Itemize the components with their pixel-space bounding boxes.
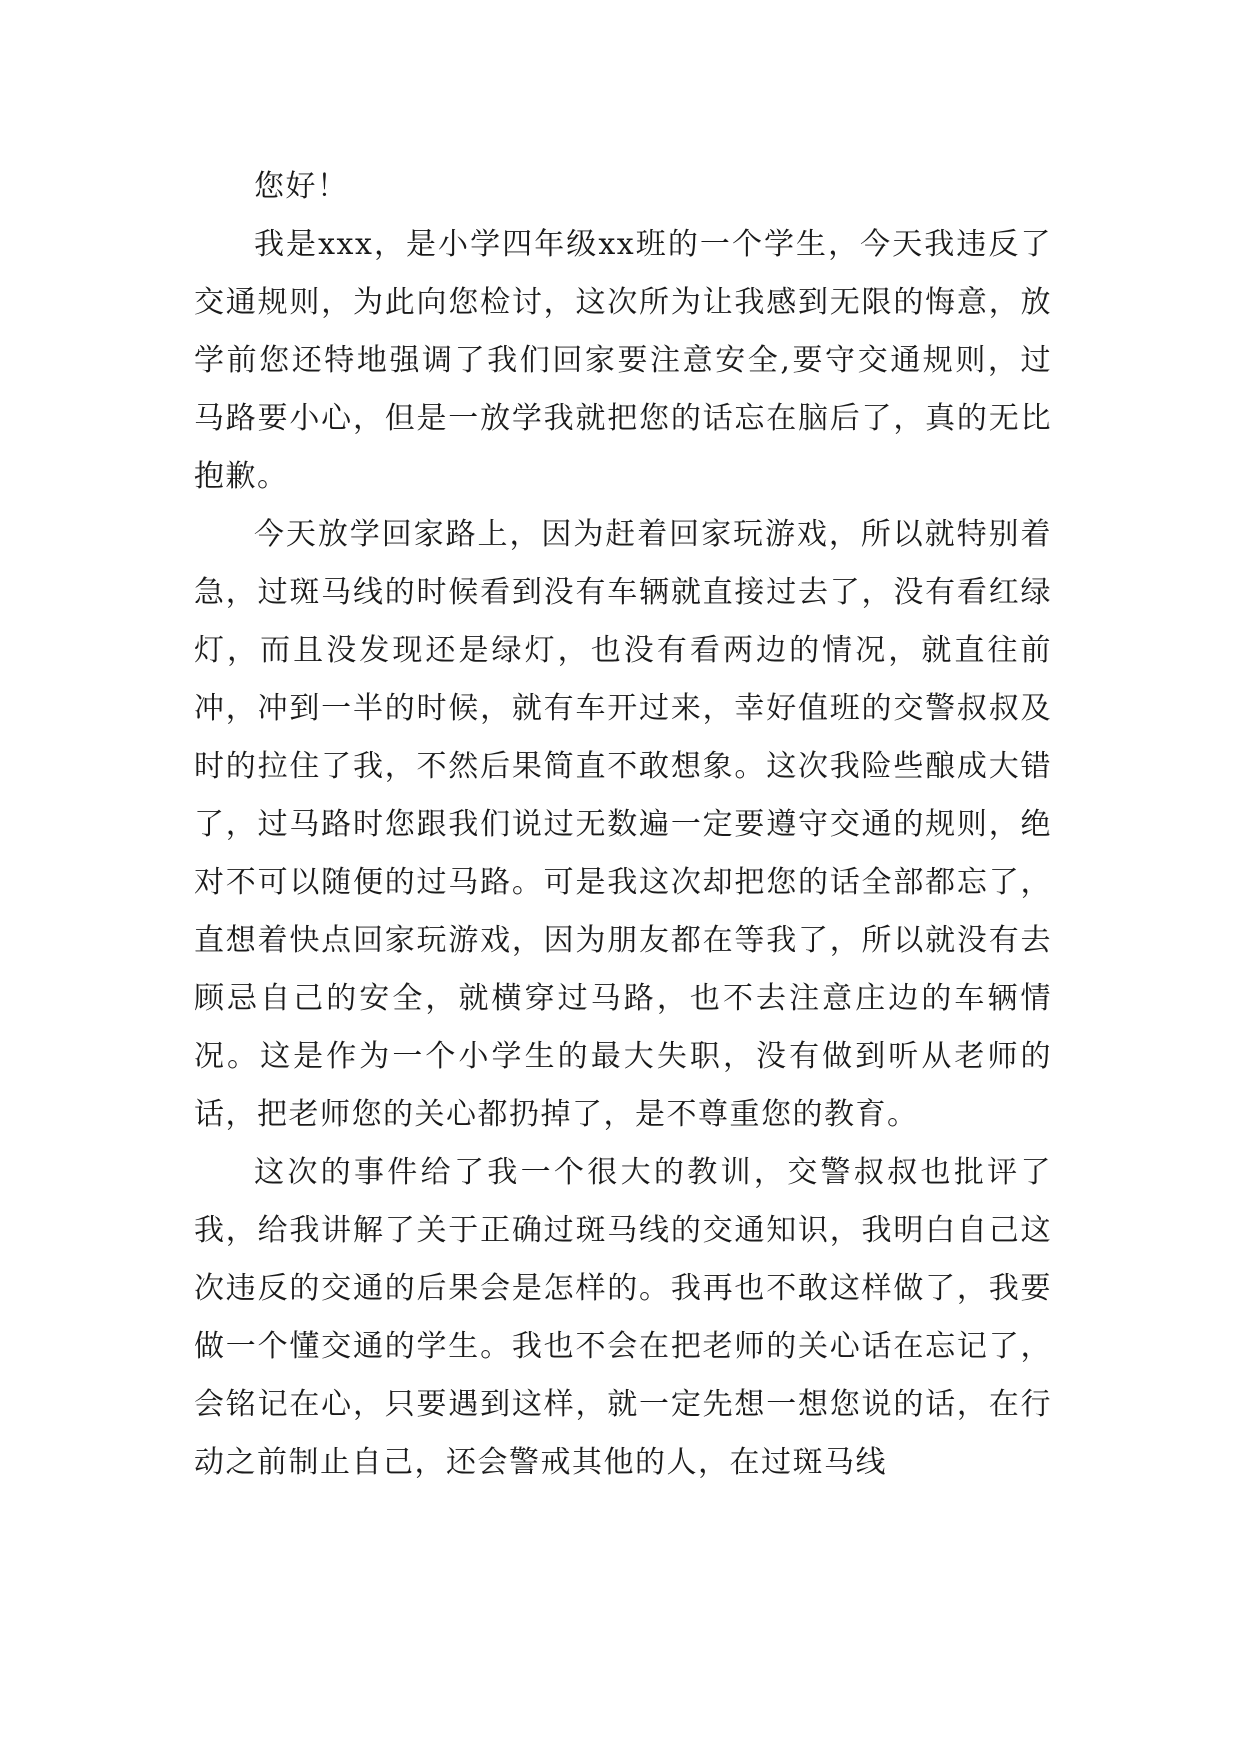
paragraph-1: 我是xxx，是小学四年级xx班的一个学生，今天我违反了交通规则，为此向您检讨，这次所为让我感到无限的悔意，放学前您还特地强调了我们回家要注意安全,要守交通规则，过马路要小心，但是一放学我就把您的话忘在脑后了，真的无比抱歉。: [194, 227, 1052, 494]
letter-body: [194, 158, 1052, 1492]
paragraph-3: 这次的事件给了我一个很大的教训，交警叔叔也批评了我，给我讲解了关于正确过斑马线的交通知识，我明白自己这次违反的交通的后果会是怎样的。我再也不敢这样做了，我要做一个懂交通的学生。我也不会在把老师的关心话在忘记了，会铭记在心，只要遇到这样，就一定先想一想您说的话，在行动之前制止自己，还会警戒其他的人，在过斑马线: [194, 1155, 1052, 1480]
greeting: 您好！: [254, 169, 349, 204]
paragraph-2: 今天放学回家路上，因为赶着回家玩游戏，所以就特别着急，过斑马线的时候看到没有车辆就直接过去了，没有看红绿灯，而且没发现还是绿灯，也没有看两边的情况，就直往前冲，冲到一半的时候，就有车开过来，幸好值班的交警叔叔及时的拉住了我，不然后果简直不敢想象。这次我险些酿成大错了，过马路时您跟我们说过无数遍一定要遵守交通的规则，绝对不可以随便的过马路。可是我这次却把您的话全部都忘了，直想着快点回家玩游戏，因为朋友都在等我了，所以就没有去顾忌自己的安全，就横穿过马路，也不去注意庄边的车辆情况。这是作为一个小学生的最大失职，没有做到听从老师的话，把老师您的关心都扔掉了，是不尊重您的教育。: [194, 517, 1052, 1132]
